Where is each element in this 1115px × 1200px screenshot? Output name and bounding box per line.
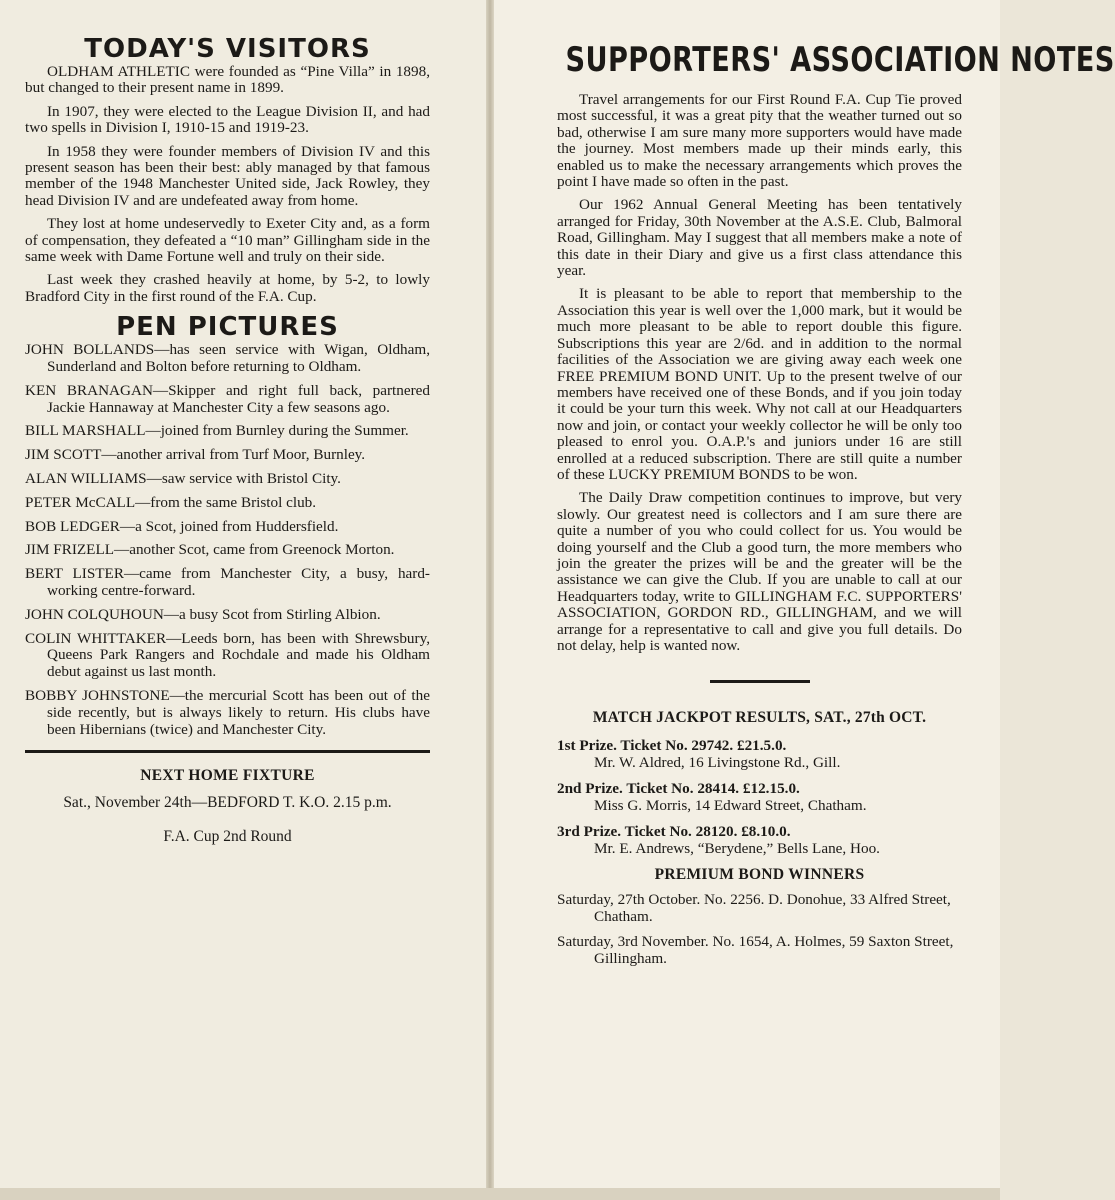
pen-picture-item: BILL MARSHALL—joined from Burnley during the Summer. [25,422,409,440]
right-column [557,40,1115,976]
pen-picture-item: KEN BRANAGAN—Skipper and right full back, partnered Jackie Hannaway at Manchester City a few seasons ago. [25,381,430,416]
pen-picture-item: BERT LISTER—came from Manchester City, a busy, hard-working centre-forward. [25,565,430,600]
visitors-paragraph: OLDHAM ATHLETIC were founded as “Pine Villa” in 1898, but changed to their present name in 1899. [25,63,430,97]
supporters-paragraph: Travel arrangements for our First Round F.A. Cup Tie proved most successful, it was a great pity that the weather turned out so bad, otherwise I am sure many more supporters would have made the journey. Most members made up their minds early, this enabled us to make the necessary arrangements which proves the point I have made so often in the past. [557,91,962,191]
pen-pictures-title: PEN PICTURES [116,312,339,343]
visitors-article [25,64,430,305]
prize-heading: 1st Prize. Ticket No. 29742. £21.5.0. [557,737,787,755]
prize-winner: Miss G. Morris, 14 Edward Street, Chatham. [594,797,867,815]
visitors-title: TODAY'S VISITORS [84,34,371,64]
fixture-round: F.A. Cup 2nd Round [163,828,292,846]
supporters-paragraph: Our 1962 Annual General Meeting has been tentatively arranged for Friday, 30th November at the A.S.E. Club, Balmoral Road, Gillingham. May I suggest that all members make a note of this date in their Diary and give us a first class attendance this year. [557,196,962,280]
pen-picture-item: JIM FRIZELL—another Scot, came from Greenock Morton. [25,541,395,559]
pen-picture-item: COLIN WHITTAKER—Leeds born, has been with Shrewsbury, Queens Park Rangers and Rochdale and made his Oldham debut against us last month. [25,629,430,681]
pen-picture-item: JIM SCOTT—another arrival from Turf Moor, Burnley. [25,446,366,464]
prize-entry [557,780,962,814]
supporters-title: SUPPORTERS' ASSOCIATION NOTES [565,40,1115,80]
bond-winner-entry: Saturday, 3rd November. No. 1654, A. Holmes, 59 Saxton Street, Gillingham. [557,933,954,967]
premium-bond-title: PREMIUM BOND WINNERS [654,866,865,884]
bond-winner-entry: Saturday, 27th October. No. 2256. D. Donohue, 33 Alfred Street, Chatham. [557,891,951,926]
jackpot-title: MATCH JACKPOT RESULTS, SAT., 27th OCT. [592,709,927,727]
visitors-paragraph: They lost at home undeservedly to Exeter City and, as a form of compensation, they defeated a “10 man” Gillingham side in the same week with Dame Fortune well and truly on their side. [25,215,430,266]
prize-winner: Mr. E. Andrews, “Berydene,” Bells Lane, Hoo. [594,840,880,858]
prize-entry [557,737,962,771]
premium-bond-winners [557,892,962,967]
visitors-paragraph: In 1958 they were founder members of Division IV and this present season has been their best: ably managed by that famous member of the 1948 Manchester United side, Jack Rowley, they head Division IV and are undefeated away from home. [25,142,430,209]
visitors-paragraph: In 1907, they were elected to the League Division II, and had two spells in Division I, 1910-15 and 1919-23. [25,102,430,137]
pen-picture-item: JOHN BOLLANDS—has seen service with Wigan, Oldham, Sunderland and Bolton before returning to Oldham. [25,341,430,376]
fixture-details: Sat., November 24th—BEDFORD T. K.O. 2.15 p.m. [63,794,392,812]
visitors-paragraph: Last week they crashed heavily at home, by 5-2, to lowly Bradford City in the first round of the F.A. Cup. [25,271,430,305]
supporters-paragraph: It is pleasant to be able to report that membership to the Association this year is well over the 1,000 mark, but it would be much more pleasant to be able to report double this figure. Subscriptions this year are 2/6d. and in addition to the normal facilities of the Association we are giving away each week one FREE PREMIUM BOND UNIT. Up to the present twelve of our members have received one of these Bonds, and if you join today it could be your turn this week. Why not call at our Headquarters now and join, or contact your weekly collector he will be only too pleased to enrol you. O.A.P.'s and juniors under 16 are still enrolled at a reduced subscription. There are still quite a number of these LUCKY PREMIUM BONDS to be won. [557,285,962,483]
prize-heading: 2nd Prize. Ticket No. 28414. £12.15.0. [557,780,800,798]
prize-heading: 3rd Prize. Ticket No. 28120. £8.10.0. [557,823,791,841]
section-divider [710,680,810,683]
section-divider [25,750,430,753]
pen-picture-item: ALAN WILLIAMS—saw service with Bristol City. [25,470,341,488]
supporters-paragraph: The Daily Draw competition continues to improve, but very slowly. Our greatest need is collectors and I am sure there are quite a number of you who could collect for us. You would be doing yourself and the Club a good turn, the more members who join the greater the prizes will be and the greater will be the assistance we can give the Club. If you are unable to call at our Headquarters today, write to GILLINGHAM F.C. SUPPORTERS' ASSOCIATION, GORDON RD., GILLINGHAM, and we will arrange for a representative to call and give you full details. Do not delay, help is wanted now. [557,489,962,654]
page-bottom-edge [0,1188,1000,1200]
pen-picture-item: BOB LEDGER—a Scot, joined from Huddersfield. [25,517,339,535]
supporters-article [557,92,962,654]
next-home-fixture [25,767,430,846]
prize-winner: Mr. W. Aldred, 16 Livingstone Rd., Gill. [594,754,841,772]
fixture-title: NEXT HOME FIXTURE [140,767,315,785]
pen-picture-item: JOHN COLQUHOUN—a busy Scot from Stirling Albion. [25,605,381,623]
pen-picture-item: PETER McCALL—from the same Bristol club. [25,493,317,511]
page-gutter [486,0,494,1200]
prize-entry [557,823,962,857]
jackpot-results [557,737,962,857]
left-column [25,34,430,846]
pen-picture-item: BOBBY JOHNSTONE—the mercurial Scott has been out of the side recently, but is always likely to return. His clubs have been Hibernians (twice) and Manchester City. [25,687,430,738]
pen-pictures-list [25,342,430,738]
